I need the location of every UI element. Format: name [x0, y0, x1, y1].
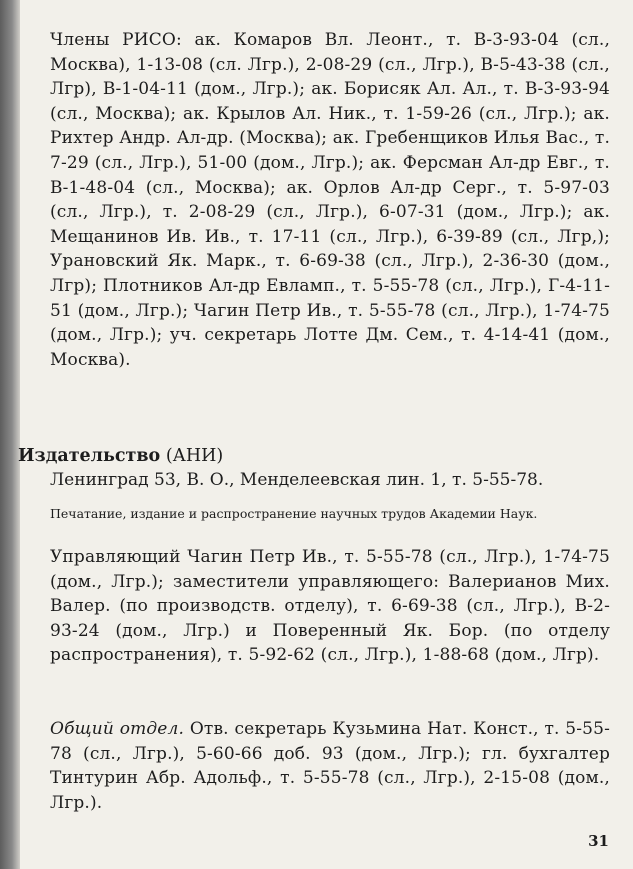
- publisher-heading: [18, 444, 223, 468]
- page-number: 31: [588, 832, 609, 850]
- general-dept-paragraph: [50, 717, 610, 815]
- publisher-description: Печатание, издание и распространение научных трудов Академии Наук.: [50, 506, 538, 521]
- publisher-address: Ленинград 53, В. О., Менделеевская лин. 1, т. 5-55-78.: [50, 470, 544, 490]
- general-dept-label: Общий отдел.: [50, 719, 185, 739]
- publisher-abbr: (АНИ): [165, 446, 224, 466]
- manager-paragraph: Управляющий Чагин Петр Ив., т. 5-55-78 (сл., Лгр.), 1-74-75 (дом., Лгр.); заместители управляющего: Валерианов Мих. Валер. (по производств. отделу), т. 6-69-38 (сл., Лгр.), В-2-93-24 (дом., Лгр.) и Поверенный Як. Бор. (по отделу распространения), т. 5-92-62 (сл., Лгр.), 1-88-68 (дом., Лгр).: [50, 547, 610, 666]
- publisher-name: Издательство: [18, 446, 161, 466]
- riso-members-paragraph: Члены РИСО: ак. Комаров Вл. Леонт., т. В-3-93-04 (сл., Москва), 1-13-08 (сл. Лгр.), 2-08-29 (сл., Лгр.), В-5-43-38 (сл., Лгр), В-1-04-11 (дом., Лгр.); ак. Борисяк Ал. Ал., т. В-3-93-94 (сл., Москва); ак. Крылов Ал. Ник., т. 1-59-26 (сл., Лгр.); ак. Рихтер Андр. Ал-др. (Москва); ак. Гребенщиков Илья Вас., т. 7-29 (сл., Лгр.), 51-00 (дом., Лгр.); ак. Ферсман Ал-др Евг., т. В-1-48-04 (сл., Москва); ак. Орлов Ал-др Серг., т. 5-97-03 (сл., Лгр.), т. 2-08-29 (сл., Лгр.), 6-07-31 (дом., Лгр.); ак. Мещанинов Ив. Ив., т. 17-11 (сл., Лгр.), 6-39-89 (сл., Лгр,); Урановский Як. Марк., т. 6-69-38 (сл., Лгр.), 2-36-30 (дом., Лгр); Плотников Ал-др Евламп., т. 5-55-78 (сл., Лгр.), Г-4-11-51 (дом., Лгр.); Чагин Петр Ив., т. 5-55-78 (сл., Лгр.), 1-74-75 (дом., Лгр.); уч. секретарь Лотте Дм. Сем., т. 4-14-41 (дом., Москва).: [50, 30, 610, 370]
- general-dept-text: Отв. секретарь Кузьмина Нат. Конст., т. 5-55-78 (сл., Лгр.), 5-60-66 доб. 93 (дом., Лгр.); гл. бухгалтер Тинтурин Абр. Адольф., т. 5-55-78 (сл., Лгр.), 2-15-08 (дом., Лгр.).: [50, 719, 610, 813]
